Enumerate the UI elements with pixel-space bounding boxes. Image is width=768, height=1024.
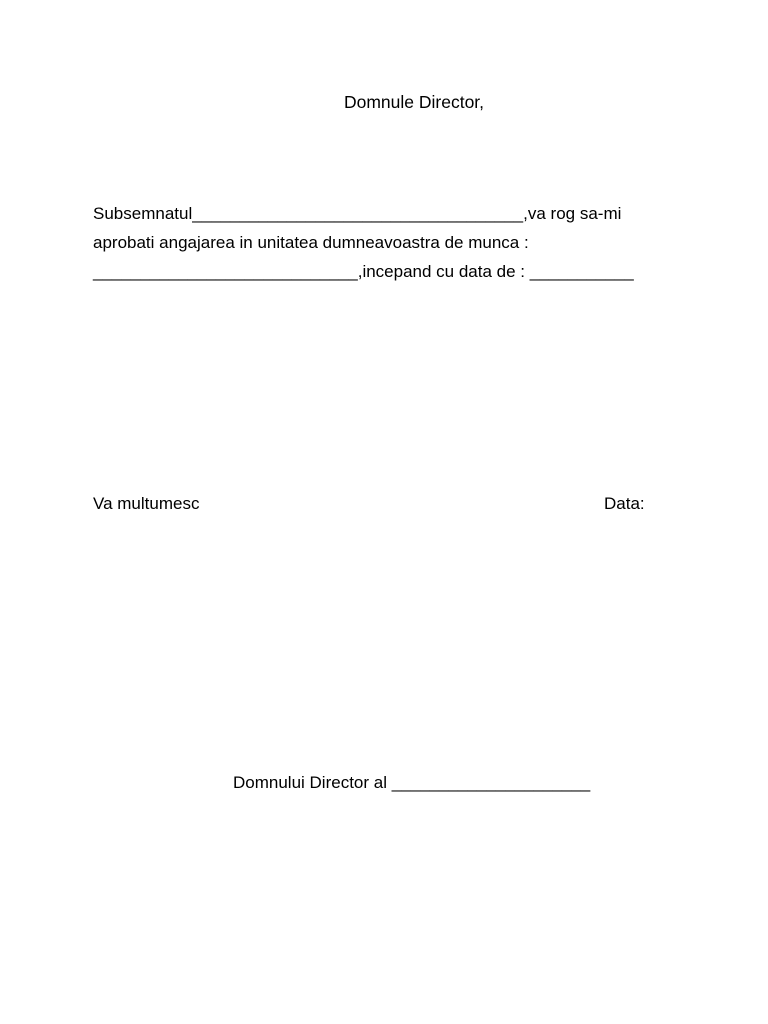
date-label: Data:	[604, 494, 645, 513]
body-line-aprobati: aprobati angajarea in unitatea dumneavoastra de munca :	[93, 233, 529, 252]
closing-thanks: Va multumesc	[93, 494, 200, 513]
document-heading: Domnule Director,	[343, 92, 485, 112]
addressee-line: Domnului Director al _____________________	[233, 773, 591, 792]
body-line-subsemnatul: Subsemnatul___________________________________,va rog sa-mi	[93, 204, 622, 223]
body-line-incepand: ____________________________,incepand cu data de : ___________	[93, 262, 634, 281]
